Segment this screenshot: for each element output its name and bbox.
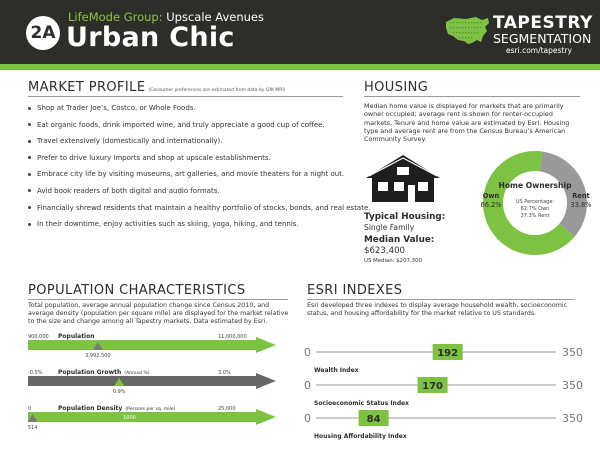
typical-housing-value: Single Family: [364, 223, 415, 232]
population-rule: [28, 299, 288, 300]
index-min-label: 0: [304, 379, 311, 392]
typical-housing-label: Typical Housing:: [364, 212, 446, 222]
pop-series-name: Population Growth (Annual %): [58, 369, 150, 376]
pop-series-unit: (Persons per sq. mile): [125, 407, 176, 412]
list-item: Travel extensively (domestically and internationally).: [28, 133, 358, 150]
population-description: Total population, average annual population change since Census 2010, and average density (population per square mile) are displayed for the market relative to the size and change among all Tapestry markets. Data estimated by Esri.: [28, 302, 289, 325]
pop-value-label: 514: [27, 425, 38, 431]
donut-us-own: 62.7% Own: [520, 206, 550, 212]
list-item: In their downtime, enjoy activities such as skiing, yoga, hiking, and tennis.: [28, 216, 358, 233]
market-profile-heading: MARKET PROFILE: [28, 80, 146, 95]
index-value-label: 170: [422, 381, 444, 392]
pop-min-label: 0: [28, 406, 32, 412]
brand-url-link[interactable]: esri.com/tapestry: [506, 46, 572, 55]
population-characteristics-chart: [24, 328, 286, 438]
pop-max-label: 11,000,000: [218, 334, 247, 340]
brand-segmentation: SEGMENTATION: [493, 31, 592, 46]
market-profile-rule: [28, 96, 343, 97]
index-value-label: 84: [366, 414, 381, 425]
housing-rule: [364, 96, 580, 97]
index-max-label: 350: [562, 379, 583, 392]
list-item: Embrace city life by visiting museums, art galleries, and movie theaters for a night out.: [28, 166, 358, 183]
donut-us-rent: 37.3% Rent: [520, 213, 550, 219]
median-value-label: Median Value:: [364, 235, 435, 245]
housing-title: HOUSING: [364, 80, 429, 95]
group-prefix: LifeMode Group:: [68, 10, 163, 24]
esri-indexes-chart: [300, 335, 596, 445]
segment-code-badge: 2A: [26, 16, 60, 50]
esri-indexes-description: Esri developed three indexes to display average household wealth, socioeconomic status, and housing affordability for the market relative to US standards.: [307, 302, 568, 317]
pop-min-label: 900,000: [28, 334, 49, 340]
donut-us-title: US Percentage:: [515, 199, 555, 205]
us-median-value: US Median: $207,300: [364, 258, 422, 264]
list-item: Avid book readers of both digital and audio formats.: [28, 183, 358, 200]
market-profile-list: [28, 100, 371, 233]
pop-max-label: 25,000: [218, 406, 236, 412]
us-map-icon: [444, 14, 490, 48]
index-name-label: Housing Affordability Index: [314, 433, 407, 440]
median-value: $623,400: [364, 246, 406, 256]
donut-own-label: Own: [482, 192, 500, 200]
esri-indexes-rule: [307, 299, 575, 300]
pop-series-name: Population Density (Persons per sq. mile): [58, 405, 176, 412]
pop-value-label: 3,992,500: [85, 353, 111, 359]
index-name-label: Socioeconomic Status Index: [314, 400, 410, 407]
donut-rent-label: Rent: [572, 192, 590, 200]
index-value-label: 192: [437, 348, 459, 359]
segment-name: Urban Chic: [66, 22, 235, 53]
pop-value-label: 0.9%: [112, 389, 126, 395]
pop-us-label: 1000: [123, 415, 136, 421]
donut-rent-value: 33.8%: [570, 201, 592, 209]
donut-own-value: 66.2%: [480, 201, 502, 209]
header-accent-stripe: [0, 64, 600, 70]
donut-title-line: Home Ownership: [498, 181, 572, 190]
esri-indexes-title: ESRI INDEXES: [307, 283, 403, 298]
index-min-label: 0: [304, 412, 311, 425]
housing-description: Median home value is displayed for markets that are primarily owner occupied; average rent is shown for renter-occupied markets. Tenure and home value are estimated by Esri. Housing type and average rent are from the Census Bureau’s American Community Survey.: [364, 102, 570, 144]
pop-series-name: Population: [58, 333, 95, 340]
index-max-label: 350: [562, 412, 583, 425]
pop-min-label: -0.5%: [28, 370, 43, 376]
list-item: Prefer to drive luxury imports and shop at upscale establishments.: [28, 150, 358, 167]
list-item: Financially shrewd residents that maintain a healthy portfolio of stocks, bonds, and real estate.: [28, 200, 358, 217]
header-bar: [0, 0, 600, 64]
index-min-label: 0: [304, 346, 311, 359]
market-profile-note: (Consumer preferences are estimated from data by GfK MRI): [148, 88, 286, 93]
home-ownership-donut-chart: [475, 143, 595, 263]
population-title: POPULATION CHARACTERISTICS: [28, 283, 246, 298]
market-profile-title: [28, 80, 285, 95]
index-name-label: Wealth Index: [314, 367, 359, 374]
pop-max-label: 3.0%: [218, 370, 231, 376]
index-max-label: 350: [562, 346, 583, 359]
group-name: Upscale Avenues: [166, 10, 264, 24]
house-icon: [364, 152, 442, 204]
list-item: Shop at Trader Joe’s, Costco, or Whole Foods.: [28, 100, 358, 117]
list-item: Eat organic foods, drink imported wine, and truly appreciate a good cup of coffee.: [28, 117, 358, 134]
pop-series-unit: (Annual %): [124, 371, 150, 376]
brand-tapestry: TAPESTRY: [493, 13, 593, 33]
